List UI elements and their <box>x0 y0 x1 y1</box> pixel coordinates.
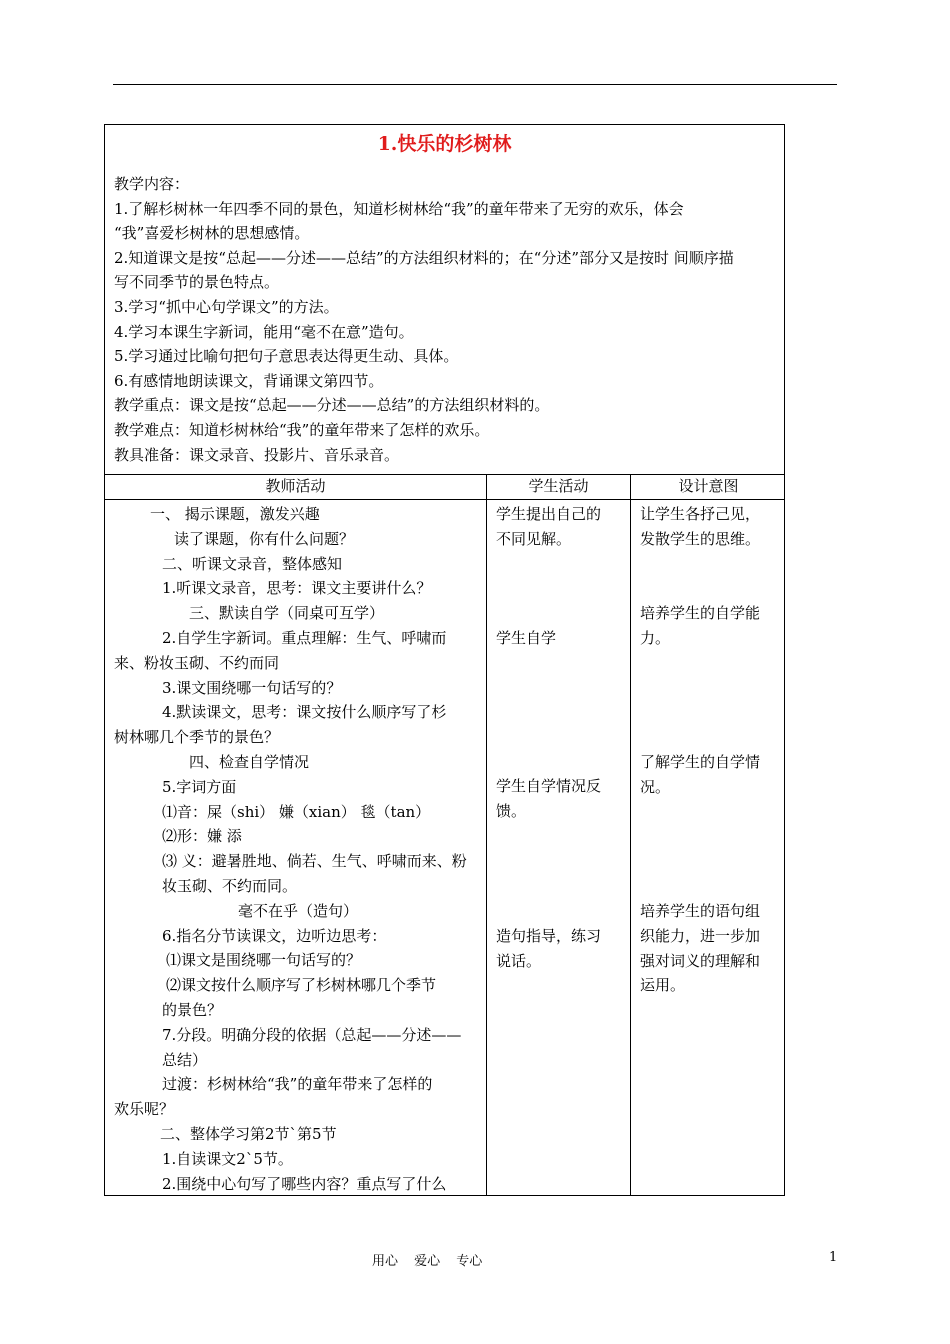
intro-line: 6.有感情地朗读课文，背诵课文第四节。 <box>114 371 384 390</box>
teacher-line: 欢乐呢？ <box>114 1100 175 1119</box>
design-line: 强对词义的理解和 <box>640 951 761 970</box>
footer-motto: 用心 爱心 专心 <box>372 1254 483 1269</box>
teacher-line: 4.默读课文，思考：课文按什么顺序写了杉 <box>162 703 447 722</box>
intro-line: “我”喜爱杉树林的思想感情。 <box>114 224 310 243</box>
teacher-line: 3.课文围绕哪一句话写的？ <box>162 678 342 697</box>
teacher-line: 2.自学生字新词。重点理解：生气、呼啸而 <box>162 628 447 647</box>
teacher-line: 的景色？ <box>162 1000 223 1019</box>
design-intent-cell <box>640 899 760 998</box>
document-title: 1.快乐的杉树林 <box>377 133 512 155</box>
teacher-line: 四、检查自学情况 <box>189 752 310 771</box>
teacher-line: 6.指名分节读课文，边听边思考： <box>162 926 387 945</box>
lesson-plan-table <box>104 124 785 1196</box>
teacher-line: 7.分段。明确分段的依据（总起——分述—— <box>162 1025 462 1044</box>
student-line: 馈。 <box>496 801 527 820</box>
student-activity-cell <box>496 626 556 651</box>
teacher-line: 三、默读自学（同桌可互学） <box>189 604 385 623</box>
design-intent-cell <box>640 750 760 800</box>
intro-line: 写不同季节的景色特点。 <box>114 273 280 292</box>
page-number: 1 <box>829 1250 838 1265</box>
design-intent-cell <box>640 502 760 552</box>
teacher-line: 5.字词方面 <box>162 777 237 796</box>
intro-section <box>114 172 779 467</box>
student-line: 说话。 <box>496 951 542 970</box>
column-divider <box>630 474 631 1195</box>
student-line: 学生提出自己的 <box>496 505 602 523</box>
teacher-line: 妆玉砌、不约而同。 <box>162 876 298 895</box>
student-activity-cell <box>496 502 601 552</box>
design-line: 发散学生的思维。 <box>640 529 761 548</box>
teacher-line: 二、整体学习第2节`第5节 <box>160 1124 337 1143</box>
teacher-line: ⑵课文按什么顺序写了杉树林哪几个季节 <box>166 976 437 995</box>
intro-line: 教具准备：课文录音、投影片、音乐录音。 <box>114 445 400 464</box>
teacher-line: 2.围绕中心句写了哪些内容？重点写了什么 <box>162 1174 447 1193</box>
teacher-line: 读了课题，你有什么问题？ <box>174 529 355 548</box>
teacher-line: 过渡：杉树林给“我”的童年带来了怎样的 <box>162 1075 433 1094</box>
intro-line: 3.学习“抓中心句学课文”的方法。 <box>114 297 339 316</box>
design-line: 况。 <box>640 777 671 796</box>
header-rule <box>113 84 837 85</box>
teacher-line: 1.自读课文2`5节。 <box>162 1149 293 1168</box>
design-line: 织能力，进一步加 <box>640 926 761 945</box>
intro-line: 2.知道课文是按“总起——分述——总结”的方法组织材料的；在“分述”部分又是按时 间顺序描 <box>114 248 734 267</box>
teacher-line: ⑴课文是围绕哪一句话写的？ <box>166 951 362 970</box>
column-divider <box>486 474 487 1195</box>
column-header-teacher: 教师活动 <box>265 477 326 495</box>
intro-line: 5.学习通过比喻句把句子意思表达得更生动、具体。 <box>114 347 459 366</box>
design-line: 运用。 <box>640 976 686 995</box>
design-intent-cell <box>640 601 760 651</box>
intro-line: 1.了解杉树林一年四季不同的景色，知道杉树林给“我”的童年带来了无穷的欢乐，体会 <box>114 199 684 218</box>
intro-line: 教学重点：课文是按“总起——分述——总结”的方法组织材料的。 <box>114 396 550 415</box>
student-line: 造句指导，练习 <box>496 927 602 945</box>
column-header-design: 设计意图 <box>678 477 739 495</box>
intro-line: 4.学习本课生字新词，能用“毫不在意”造句。 <box>114 322 414 341</box>
student-line: 学生自学 <box>496 629 557 647</box>
header-bottom-border <box>105 499 784 500</box>
teacher-line: 来、粉妆玉砌、不约而同 <box>114 653 280 672</box>
teacher-line: 总结） <box>162 1050 208 1069</box>
design-line: 培养学生的自学能 <box>640 604 761 622</box>
intro-line: 教学内容： <box>114 175 190 193</box>
student-activity-cell <box>496 924 601 974</box>
student-line: 学生自学情况反 <box>496 777 602 795</box>
student-activity-cell <box>496 774 601 824</box>
teacher-line: ⑵形：嫌 添 <box>162 827 242 846</box>
intro-line: 教学难点：知道杉树林给“我”的童年带来了怎样的欢乐。 <box>114 420 490 439</box>
student-line: 不同见解。 <box>496 529 572 548</box>
column-header-student: 学生活动 <box>528 477 589 495</box>
teacher-line: 一、 揭示课题，激发兴趣 <box>150 505 320 523</box>
design-line: 培养学生的语句组 <box>640 902 761 920</box>
teacher-line: ⑶ 义：避暑胜地、倘若、生气、呼啸而来、粉 <box>162 852 467 871</box>
design-line: 了解学生的自学情 <box>640 753 761 771</box>
teacher-line: 毫不在乎（造句） <box>237 901 358 920</box>
teacher-line: 二、听课文录音，整体感知 <box>162 554 343 573</box>
teacher-activity-column <box>114 502 482 1196</box>
design-line: 力。 <box>640 628 671 647</box>
design-line: 让学生各抒己见， <box>640 505 761 523</box>
teacher-line: 1.听课文录音，思考：课文主要讲什么？ <box>162 579 432 598</box>
teacher-line: 树林哪几个季节的景色？ <box>114 728 280 747</box>
teacher-line: ⑴音：屎（shi） 嫌（xian） 毯（tan） <box>162 802 431 821</box>
